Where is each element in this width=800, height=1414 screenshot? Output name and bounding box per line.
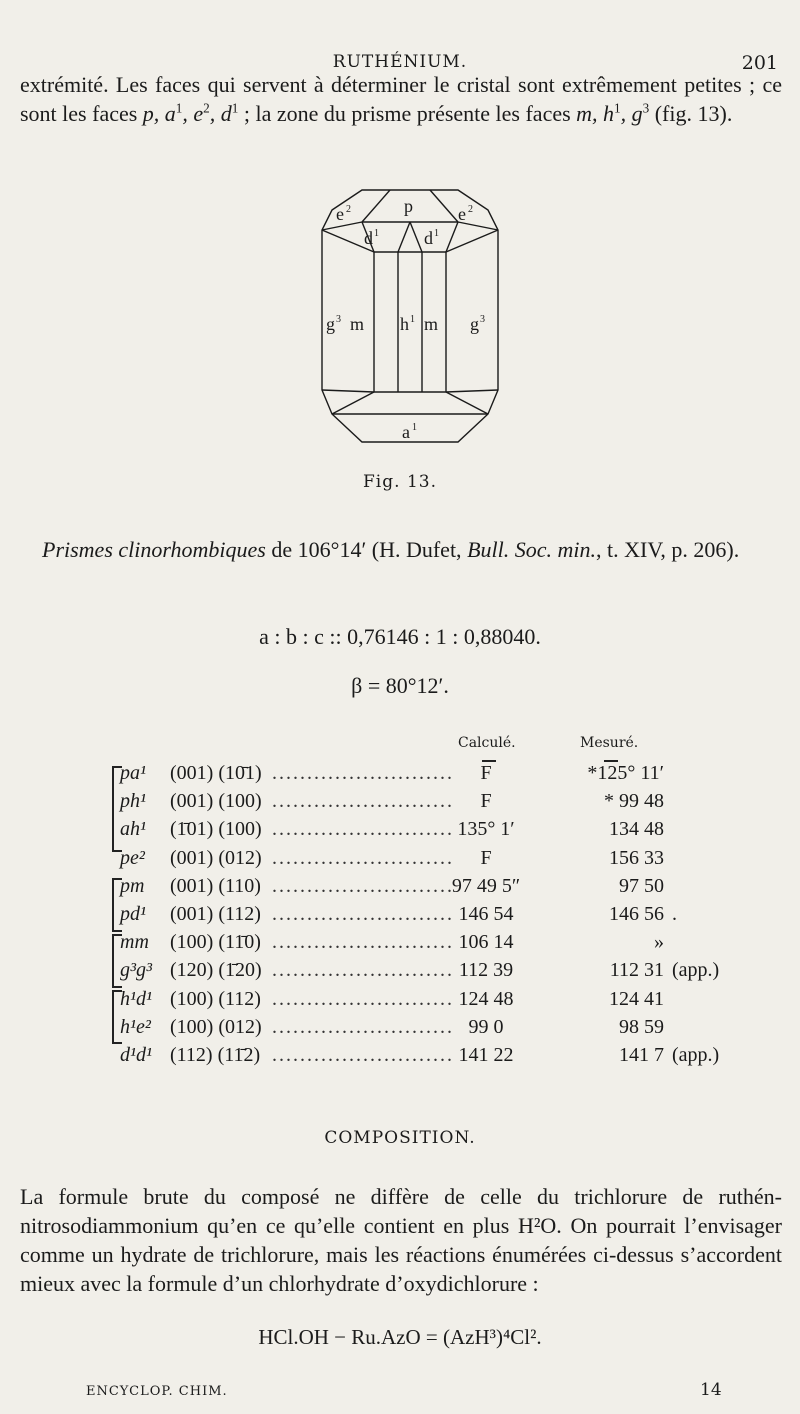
measured-angle: 156 33	[609, 846, 664, 869]
miller-indices: (001) (110)	[170, 874, 261, 897]
figure-sup-e-left: 2	[346, 204, 351, 215]
face-pair: g³g³	[120, 959, 152, 982]
calculated-angle: F	[480, 846, 492, 869]
intro-sup-5: 3	[642, 100, 650, 116]
measured-angle: 124 41	[609, 987, 664, 1010]
face-pair: pd¹	[120, 903, 146, 925]
miller-indices: (100) (012)	[170, 1015, 262, 1038]
page-number: 201	[741, 52, 778, 74]
measured-angle: »	[654, 931, 664, 954]
prism-italic: Prismes clinorhombiques	[42, 537, 266, 562]
running-head: RUTHÉNIUM.	[332, 52, 468, 72]
face-pair: h¹e²	[120, 1015, 151, 1038]
composition-formula: HCl.OH − Ru.AzO = (AzH³)⁴Cl².	[258, 1325, 542, 1349]
intro-text-2: ; la zone du prisme présente les faces	[238, 101, 577, 126]
figure-label-e2-left: e	[336, 204, 344, 224]
intro-text-3: (fig. 13).	[649, 101, 733, 126]
intro-sup-1: 1	[175, 100, 183, 116]
row-note: (app.)	[672, 959, 720, 982]
leader-dots: ..........................	[272, 1015, 454, 1038]
calculated-angle: 141 22	[458, 1044, 514, 1066]
axis-ratio: a : b : c :: 0,76146 : 1 : 0,88040.	[259, 624, 541, 649]
intro-faces-5: , g	[620, 101, 643, 126]
miller-indices: (100) (11̄0)	[170, 931, 261, 954]
row-note: (app.)	[672, 1044, 720, 1066]
leader-dots: ..........................	[272, 818, 454, 841]
calculated-angle: 106 14	[458, 931, 514, 954]
calculated-angle: 99 0	[468, 1015, 504, 1038]
column-header-mesure: Mesuré.	[580, 735, 639, 751]
figure-label-e2-right: e	[458, 204, 466, 224]
figure-label-m-left: m	[350, 314, 365, 334]
figure-label-d1-right: d	[424, 228, 433, 248]
column-header-calcule: Calculé.	[458, 735, 516, 751]
prism-rest-2: , t. XIV, p. 206).	[596, 537, 740, 562]
intro-sup-2: 2	[203, 100, 210, 116]
intro-faces-3: , d	[209, 101, 232, 126]
measured-angle: 146 56	[609, 903, 664, 925]
face-pair: pe²	[120, 846, 145, 869]
measured-angle: 98 59	[619, 1015, 664, 1038]
calculated-angle: F	[480, 762, 492, 784]
figure-sup-g-right: 3	[480, 314, 485, 325]
calculated-angle: 124 48	[458, 987, 514, 1010]
figure-label-p: p	[404, 196, 413, 216]
figure-sup-h: 1	[410, 314, 415, 325]
face-pair: h¹d¹	[120, 987, 152, 1010]
face-pair: mm	[120, 931, 149, 954]
miller-indices: (001) (100)	[170, 790, 262, 813]
table-row	[0, 1044, 800, 1078]
figure-sup-d-left: 1	[374, 228, 379, 239]
figure-label-h1: h	[400, 314, 409, 334]
crystal-figure	[310, 180, 510, 450]
footer-signature: ENCYCLOP. CHIM.	[86, 1384, 228, 1399]
intro-paragraph	[20, 70, 782, 128]
miller-indices: (100) (112)	[170, 987, 261, 1010]
row-note: .	[672, 903, 677, 925]
leader-dots: ..........................	[272, 790, 454, 813]
figure-label-m-right: m	[424, 314, 439, 334]
intro-sup-4: 1	[614, 100, 621, 116]
intro-faces-1: p, a	[142, 101, 176, 126]
face-pair: ah¹	[120, 818, 146, 841]
measured-angle: 97 50	[619, 874, 664, 897]
figure-sup-a: 1	[412, 422, 417, 433]
composition-title: COMPOSITION.	[324, 1128, 476, 1148]
figure-caption: Fig. 13.	[363, 472, 437, 492]
leader-dots: ..........................	[272, 931, 454, 954]
leader-dots: ..........................	[272, 959, 454, 982]
leader-dots: ..........................	[272, 762, 454, 784]
leader-dots: ..........................	[272, 846, 454, 869]
calculated-angle: 112 39	[458, 959, 514, 982]
intro-text-1: extrémité. Les faces qui servent à déterminer le cristal sont extrêmement petites ; ce sont les faces	[20, 72, 782, 126]
leader-dots: ..........................	[272, 903, 454, 925]
measured-angle: 141 7	[619, 1044, 664, 1066]
miller-indices: (001) (012)	[170, 846, 262, 869]
miller-indices: (120) (1̄20)	[170, 959, 262, 982]
miller-indices: (1̄01) (100)	[170, 818, 262, 841]
beta-angle: β = 80°12′.	[351, 673, 449, 698]
calculated-angle: F	[480, 790, 492, 813]
calculated-angle: 97 49 5″	[451, 874, 521, 897]
measured-angle: 112 31	[609, 959, 664, 982]
measured-angle: 134 48	[609, 818, 664, 841]
figure-label-g3-right: g	[470, 314, 479, 334]
figure-sup-e-right: 2	[468, 204, 473, 215]
intro-faces-4: m, h	[576, 101, 615, 126]
composition-paragraph: La formule brute du composé ne diffère de celle du trichlorure de ruthén-nitrosodiammonium qu’en ce qu’elle contient en plus H²O. On pourrait l’envisager comme un hydrate de trichlorure, mais les réactions énumérées ci-dessus s’accordent mieux avec la formule d’un chlorhydrate d’oxydichlorure :	[20, 1184, 782, 1296]
figure-label-a1: a	[402, 422, 410, 442]
leader-dots: ..........................	[272, 874, 454, 897]
calculated-angle: 146 54	[458, 903, 514, 925]
prism-description	[42, 535, 782, 565]
leader-dots: ..........................	[272, 1044, 454, 1066]
figure-label-d1-left: d	[364, 228, 373, 248]
miller-indices: (001) (10̄1)	[170, 762, 262, 784]
measured-angle: * 99 48	[604, 790, 664, 813]
face-pair: pa¹	[120, 762, 146, 784]
intro-faces-2: , e	[182, 101, 204, 126]
prism-journal: Bull. Soc. min.	[467, 537, 596, 562]
figure-sup-g-left: 3	[336, 314, 341, 325]
calculated-angle: 135° 1′	[457, 818, 515, 841]
figure-sup-d-right: 1	[434, 228, 439, 239]
miller-indices: (001) (112)	[170, 903, 261, 925]
face-pair: ph¹	[120, 790, 146, 813]
figure-label-g3-left: g	[326, 314, 335, 334]
miller-indices: (112) (11̄2)	[170, 1044, 261, 1066]
measured-angle: *125° 11′	[587, 762, 664, 784]
intro-sup-3: 1	[231, 100, 239, 116]
face-pair: d¹d¹	[120, 1044, 152, 1066]
leader-dots: ..........................	[272, 987, 454, 1010]
face-pair: pm	[120, 874, 145, 897]
prism-rest-1: de 106°14′ (H. Dufet,	[265, 537, 468, 562]
footer-sheet-number: 14	[700, 1380, 722, 1400]
